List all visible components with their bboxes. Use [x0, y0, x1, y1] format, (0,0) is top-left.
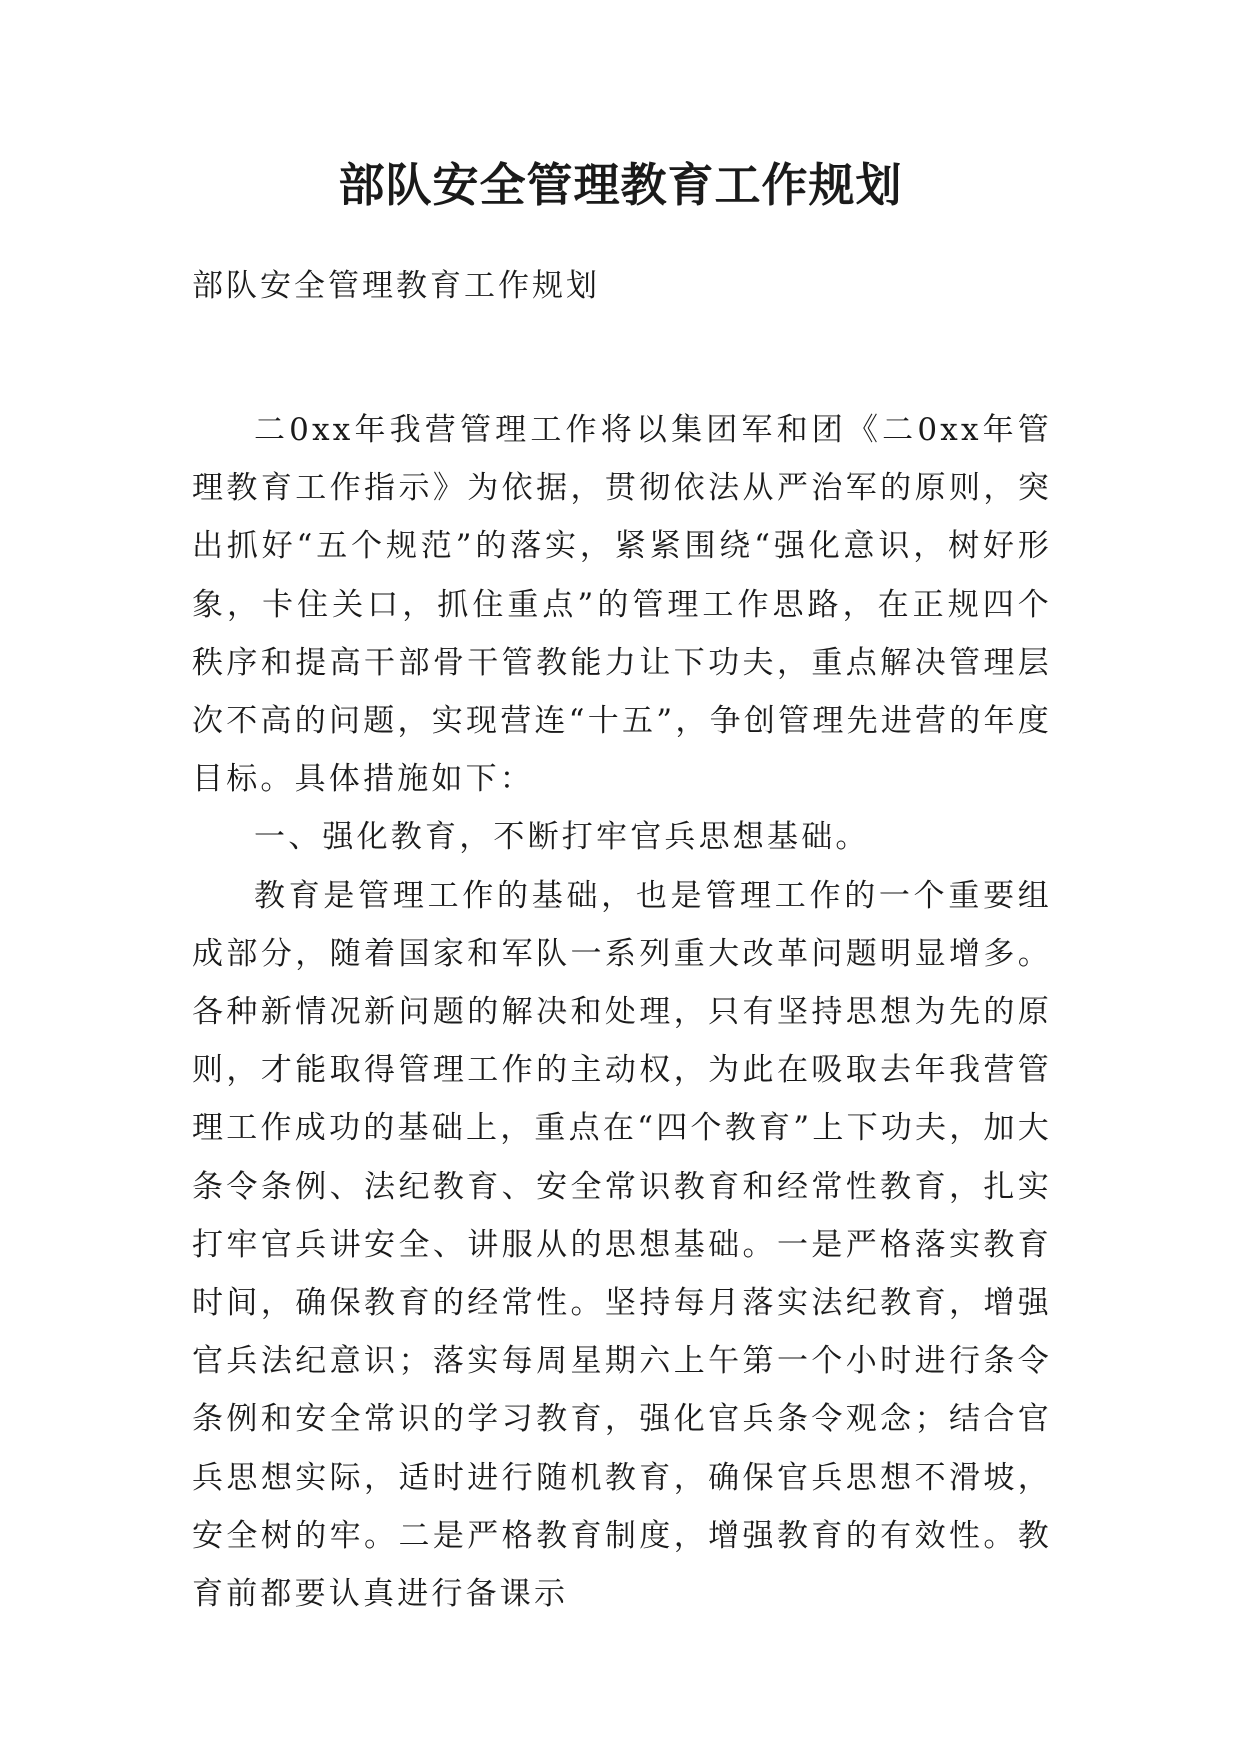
document-title: 部队安全管理教育工作规划: [338, 158, 903, 212]
section-heading-1: 一、强化教育，不断打牢官兵思想基础。: [254, 819, 870, 856]
document-subtitle: 部队安全管理教育工作规划: [192, 268, 600, 304]
document-body: [192, 401, 1052, 1623]
paragraph-intro: 二0xx年我营管理工作将以集团军和团《二0xx年管理教育工作指示》为依据，贯彻依法从严治军的原则，突出抓好“五个规范”的落实，紧紧围绕“强化意识，树好形象，卡住关口，抓住重点”的管理工作思路，在正规四个秩序和提高干部骨干管教能力让下功夫，重点解决管理层次不高的问题，实现营连“十五”，争创管理先进营的年度目标。具体措施如下：: [192, 412, 1052, 798]
paragraph-education: 教育是管理工作的基础，也是管理工作的一个重要组成部分，随着国家和军队一系列重大改革问题明显增多。各种新情况新问题的解决和处理，只有坚持思想为先的原则，才能取得管理工作的主动权，为此在吸取去年我营管理工作成功的基础上，重点在“四个教育”上下功夫，加大条令条例、法纪教育、安全常识教育和经常性教育，扎实打牢官兵讲安全、讲服从的思想基础。一是严格落实教育时间，确保教育的经常性。坚持每月落实法纪教育，增强官兵法纪意识；落实每周星期六上午第一个小时进行条令条例和安全常识的学习教育，强化官兵条令观念；结合官兵思想实际，适时进行随机教育，确保官兵思想不滑坡，安全树的牢。二是严格教育制度，增强教育的有效性。教育前都要认真进行备课示: [192, 877, 1052, 1613]
